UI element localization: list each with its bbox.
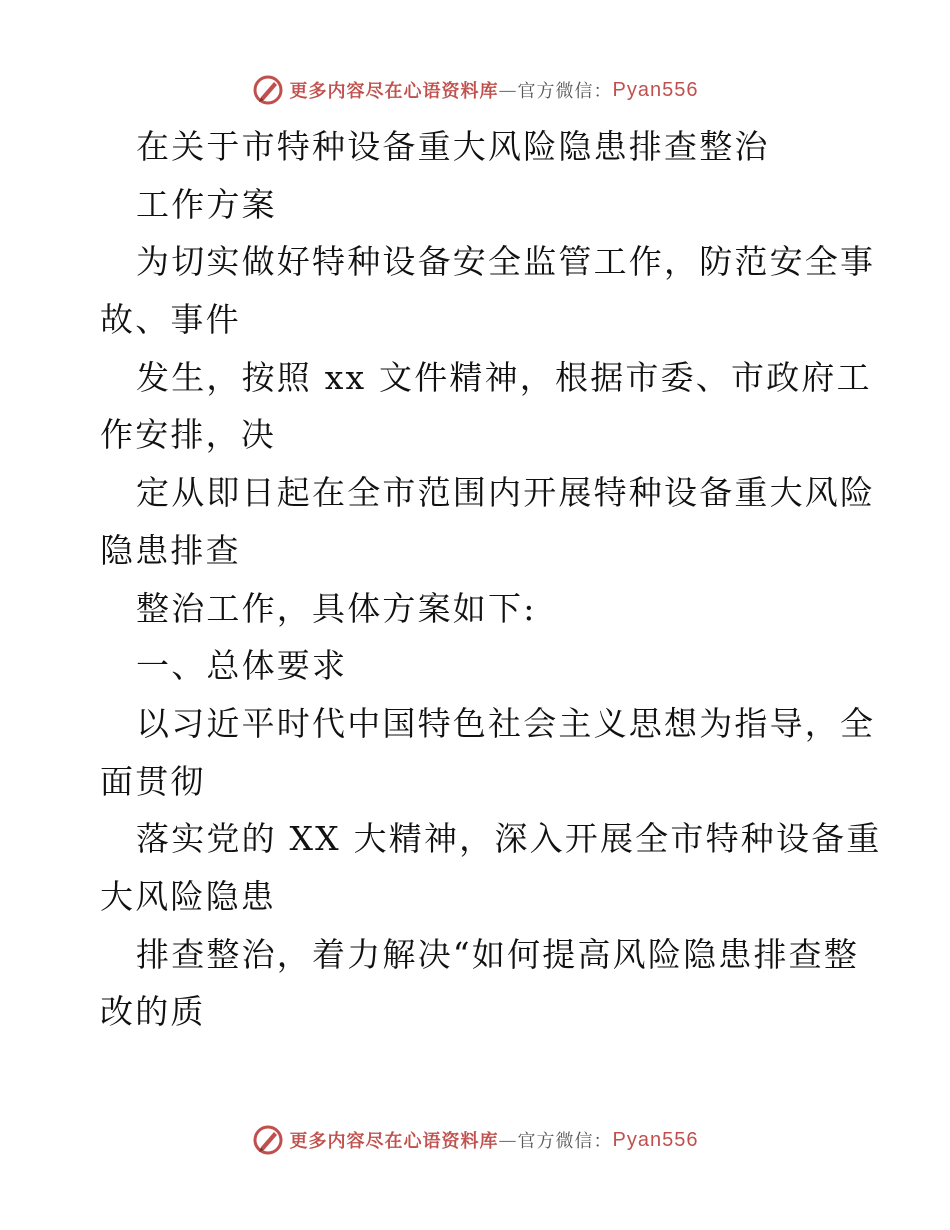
header-watermark [0, 70, 950, 110]
text-line: 一、总体要求 [136, 646, 348, 686]
watermark-dash: — [498, 79, 518, 101]
text-line: 发生，按照 xx 文件精神，根据市委、市政府工 [136, 357, 872, 397]
pen-logo-icon [252, 74, 284, 106]
text-line: 工作方案 [136, 184, 277, 224]
text-line: 整治工作，具体方案如下: [136, 588, 537, 628]
watermark-wechat-label: 官方微信： [517, 81, 613, 102]
text-line: 定从即日起在全市范围内开展特种设备重大风险 [136, 473, 876, 513]
text-line: 故、事件 [100, 300, 241, 340]
text-line: 以习近平时代中国特色社会主义思想为指导，全 [136, 703, 876, 743]
pen-logo-icon [252, 1124, 284, 1156]
watermark-dash: — [498, 1129, 518, 1151]
text-line: 在关于市特种设备重大风险隐患排查整治 [136, 127, 770, 166]
text-line: 改的质 [100, 992, 206, 1032]
watermark-text: 更多内容尽在心语资料库 [289, 81, 499, 102]
text-line: 作安排，决 [100, 415, 276, 455]
footer-watermark [0, 1120, 950, 1160]
text-line: 排查整治，着力解决“如何提高风险隐患排查整 [136, 934, 860, 974]
watermark-wechat-label: 官方微信： [517, 1131, 613, 1152]
text-line: 隐患排查 [100, 530, 241, 570]
text-line: 落实党的 XX 大精神，深入开展全市特种设备重 [136, 819, 882, 859]
watermark-wechat-id: Pyan556 [612, 1128, 699, 1151]
watermark-wechat-id: Pyan556 [612, 78, 699, 101]
text-line: 面贯彻 [100, 761, 206, 801]
text-line: 大风险隐患 [100, 876, 276, 916]
text-line: 为切实做好特种设备安全监管工作，防范安全事 [136, 242, 876, 282]
document-body [100, 118, 882, 1041]
watermark-text: 更多内容尽在心语资料库 [289, 1131, 499, 1152]
